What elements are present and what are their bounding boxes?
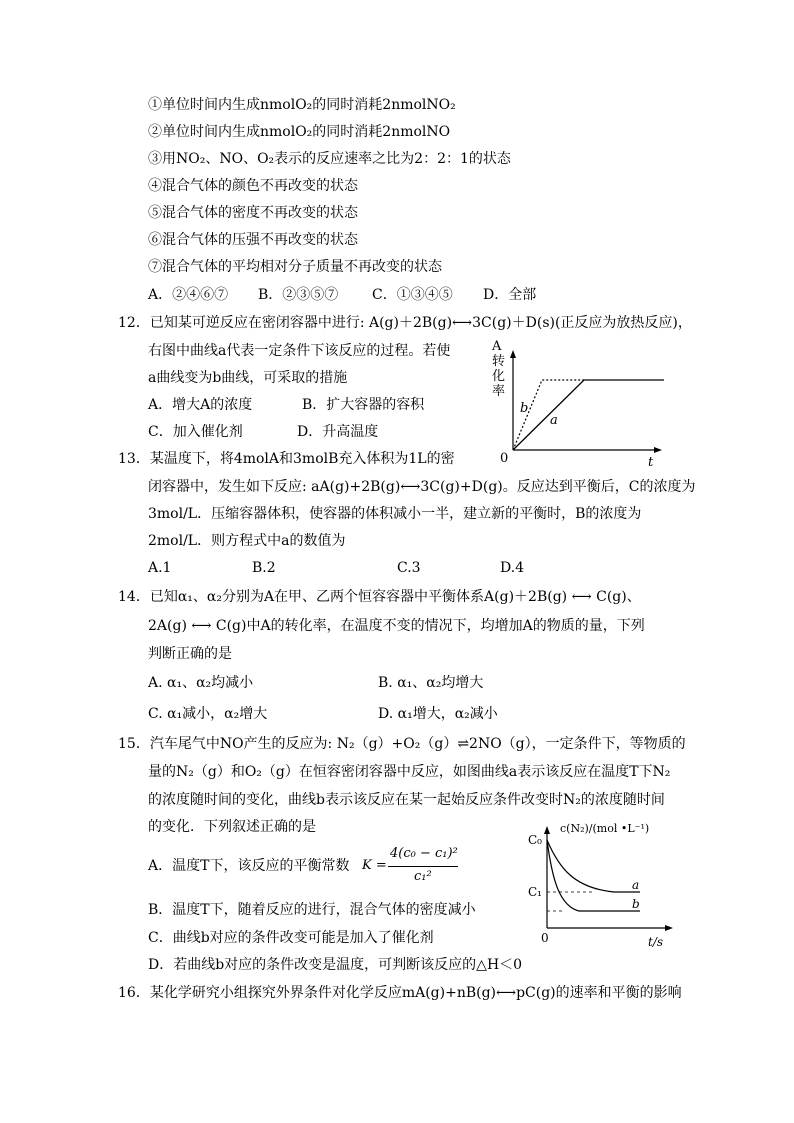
q14-option-a: A. α₁、α₂均减小 xyxy=(148,675,254,691)
q12-ylabel-char: A xyxy=(492,339,502,354)
q16-stem-line1: 16．某化学研究小组探究外界条件对化学反应mA(g)+nB(g)⟷pC(g)的速率和平衡的影响 xyxy=(118,985,682,1001)
q15-label-b: b xyxy=(632,897,640,911)
q12-option-c: C．加入催化剂 xyxy=(148,424,243,440)
q12-label-b: b xyxy=(520,401,529,416)
q15-curve-a xyxy=(547,840,640,892)
q11-item-3: ③用NO₂、NO、O₂表示的反应速率之比为2：2：1的状态 xyxy=(148,151,511,167)
q15-stem-line3: 的浓度随时间的变化，曲线b表示该反应在某一起始反应条件改变时N₂的浓度随时间 xyxy=(148,792,665,808)
q15-formula-k: K = xyxy=(362,858,387,873)
q12-option-b: B．扩大容器的容积 xyxy=(302,397,425,413)
q12-x-arrow xyxy=(654,447,662,453)
q12-stem-line1: 12．已知某可逆反应在密闭容器中进行: A(g)＋2B(g)⟷3C(g)＋D(s)(正反应为放热反应)， xyxy=(118,315,692,331)
q12-conversion-graph xyxy=(480,336,670,470)
q15-xlabel: t/s xyxy=(648,935,664,948)
q15-stem-line4: 的变化．下列叙述正确的是 xyxy=(148,819,316,835)
q15-label-a: a xyxy=(632,878,640,892)
q14-option-b: B. α₁、α₂均增大 xyxy=(378,675,484,691)
q15-ylabel: c(N₂)/(mol •L⁻¹) xyxy=(560,822,650,835)
q12-option-a: A．增大A的浓度 xyxy=(148,397,253,413)
q12-ylabel-char: 率 xyxy=(492,384,506,399)
q15-formula-denominator: c₁² xyxy=(414,869,432,884)
q12-stem-line3: a曲线变为b曲线，可采取的措施 xyxy=(148,370,348,386)
q13-option-a: A.1 xyxy=(148,560,172,576)
q15-stem-line2: 量的N₂（g）和O₂（g）在恒容密闭容器中反应，如图曲线a表示该反应在温度T下N₂ xyxy=(148,764,671,780)
q15-curve-b xyxy=(547,840,640,911)
q15-x-arrow xyxy=(665,925,673,931)
q13-stem-line3: 3mol/L．压缩容器体积，使容器的体积减小一半，建立新的平衡时，B的浓度为 xyxy=(148,506,642,522)
q15-formula xyxy=(362,846,462,890)
q12-stem-line2: 右图中曲线a代表一定条件下该反应的过程。若使 xyxy=(148,343,451,359)
q12-curve-a xyxy=(513,380,664,450)
q13-option-d: D.4 xyxy=(500,560,525,576)
q12-option-d: D．升高温度 xyxy=(297,424,379,440)
q12-ylabel-char: 转 xyxy=(492,354,506,369)
q12-xlabel: t xyxy=(648,455,654,470)
q11-item-7: ⑦混合气体的平均相对分子质量不再改变的状态 xyxy=(148,259,442,275)
q15-formula-numerator: 4(c₀ − c₁)² xyxy=(390,846,458,861)
q13-stem-line4: 2mol/L．则方程式中a的数值为 xyxy=(148,533,346,549)
q15-option-a: A．温度T下，该反应的平衡常数 xyxy=(148,858,350,874)
q14-option-d: D. α₁增大，α₂减小 xyxy=(378,706,498,722)
q14-stem-line3: 判断正确的是 xyxy=(148,646,232,662)
q12-ylabel-char: 化 xyxy=(492,369,506,384)
q11-option-c: C．①③④⑤ xyxy=(372,287,453,303)
q13-option-c: C.3 xyxy=(397,560,421,576)
q11-option-d: D．全部 xyxy=(483,287,537,303)
q13-option-b: B.2 xyxy=(252,560,276,576)
q11-item-1: ①单位时间内生成nmolO₂的同时消耗2nmolNO₂ xyxy=(148,97,456,113)
q15-origin: 0 xyxy=(541,931,549,945)
q11-item-4: ④混合气体的颜色不再改变的状态 xyxy=(148,178,358,194)
q14-stem-line2: 2A(g) ⟷ C(g)中A的转化率，在温度不变的情况下，均增加A的物质的量，下列 xyxy=(148,618,645,634)
q15-formula-bar xyxy=(388,866,458,867)
q14-option-c: C. α₁减小，α₂增大 xyxy=(148,706,268,722)
q15-c0-label: C₀ xyxy=(528,833,542,847)
q11-option-a: A．②④⑥⑦ xyxy=(148,287,229,303)
q12-origin: 0 xyxy=(500,451,509,466)
q12-label-a: a xyxy=(550,413,558,428)
q11-item-6: ⑥混合气体的压强不再改变的状态 xyxy=(148,232,358,248)
q15-c1-label: C₁ xyxy=(528,885,542,899)
q13-stem-line1: 13．某温度下，将4molA和3molB充入体积为1L的密 xyxy=(118,451,455,467)
q14-stem-line1: 14．已知α₁、α₂分别为A在甲、乙两个恒容容器中平衡体系A(g)＋2B(g) ⟷ C(g)、 xyxy=(118,589,641,605)
q11-item-2: ②单位时间内生成nmolO₂的同时消耗2nmolNO xyxy=(148,124,451,140)
q12-y-arrow xyxy=(510,350,516,358)
q15-option-b: B．温度T下，随着反应的进行，混合气体的密度减小 xyxy=(148,902,476,918)
q11-option-b: B．②③⑤⑦ xyxy=(258,287,339,303)
q12-ylabel xyxy=(491,339,505,399)
q11-item-5: ⑤混合气体的密度不再改变的状态 xyxy=(148,205,358,221)
q15-concentration-graph xyxy=(524,818,674,948)
q15-y-arrow xyxy=(544,826,550,834)
q13-stem-line2: 闭容器中，发生如下反应: aA(g)+2B(g)⟷3C(g)+D(g)。反应达到平衡后，C的浓度为 xyxy=(148,479,696,495)
q15-option-d: D．若曲线b对应的条件改变是温度，可判断该反应的△H＜0 xyxy=(148,957,523,973)
q15-option-c: C．曲线b对应的条件改变可能是加入了催化剂 xyxy=(148,930,434,946)
q15-stem-line1: 15．汽车尾气中NO产生的反应为: N₂（g）+O₂（g）⇌2NO（g），一定条件下，等物质的 xyxy=(118,736,686,752)
